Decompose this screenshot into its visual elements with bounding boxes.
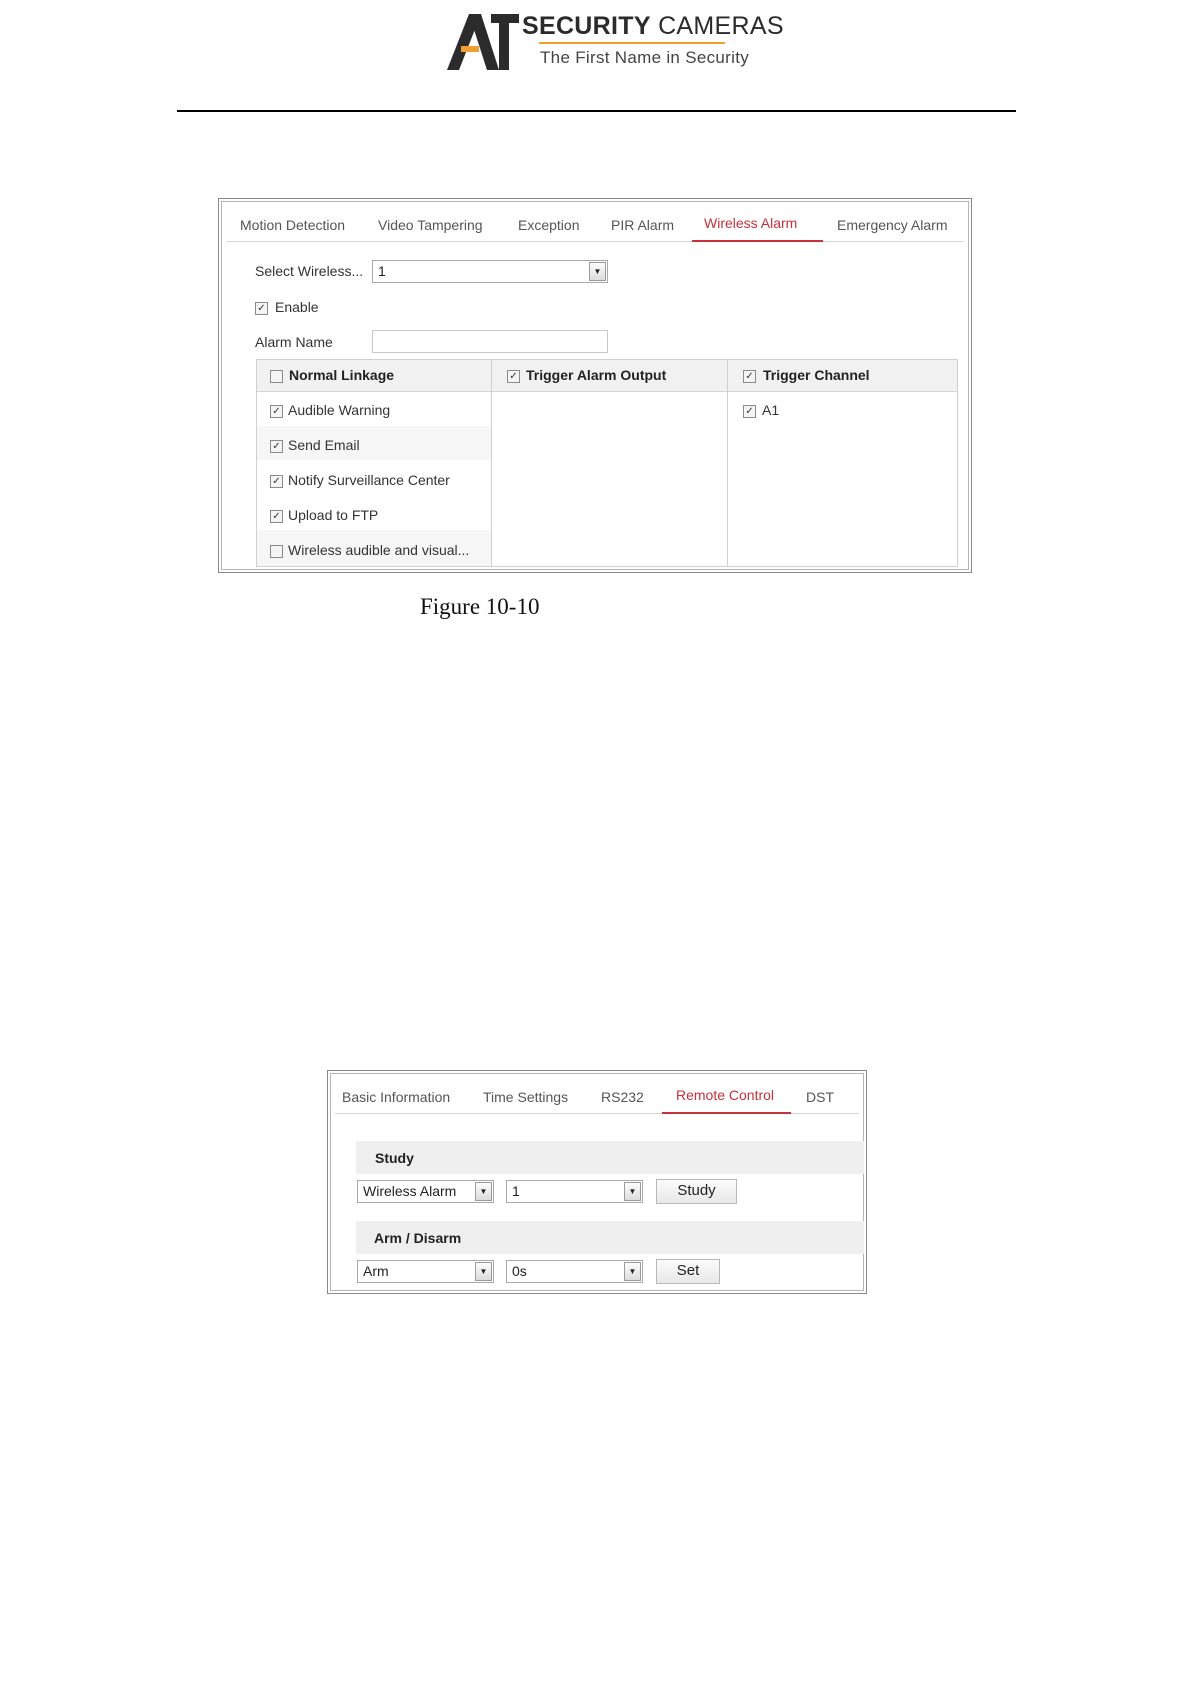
a1-logo-icon xyxy=(447,12,523,72)
column-divider xyxy=(491,360,492,566)
tab-remote-control[interactable]: Remote Control xyxy=(676,1087,775,1103)
tab-emergency-alarm[interactable]: Emergency Alarm xyxy=(837,217,948,233)
study-button[interactable]: Study xyxy=(656,1179,737,1204)
chevron-down-icon: ▼ xyxy=(624,1262,641,1281)
logo-accent-rule xyxy=(539,42,725,44)
study-heading: Study xyxy=(375,1150,414,1166)
arm-mode-dropdown[interactable]: Arm ▼ xyxy=(357,1260,494,1283)
trigger-alarm-output-header: Trigger Alarm Output xyxy=(526,367,667,383)
enable-label: Enable xyxy=(275,299,319,315)
set-button[interactable]: Set xyxy=(656,1259,720,1284)
tab-motion-detection[interactable]: Motion Detection xyxy=(240,217,346,233)
study-number-dropdown[interactable]: 1 ▼ xyxy=(506,1180,643,1203)
chevron-down-icon: ▼ xyxy=(475,1182,492,1201)
alarm-name-label: Alarm Name xyxy=(255,334,333,350)
list-item: Wireless audible and visual... xyxy=(288,542,470,558)
upload-to-ftp-checkbox[interactable]: ✓ xyxy=(270,510,283,523)
select-wireless-label: Select Wireless... xyxy=(255,263,364,279)
linkage-table xyxy=(256,359,958,567)
chevron-down-icon: ▼ xyxy=(475,1262,492,1281)
tab-divider xyxy=(226,241,964,242)
tab-wireless-alarm[interactable]: Wireless Alarm xyxy=(704,215,798,231)
chevron-down-icon: ▼ xyxy=(589,262,606,281)
trigger-channel-header: Trigger Channel xyxy=(763,367,870,383)
list-item: Notify Surveillance Center xyxy=(288,472,450,488)
study-section-header xyxy=(356,1141,864,1174)
figure-caption: Figure 10-10 xyxy=(420,594,540,619)
alarm-name-input[interactable] xyxy=(372,330,608,353)
trigger-channel-checkbox[interactable]: ✓ xyxy=(743,370,756,383)
channel-a1-checkbox[interactable]: ✓ xyxy=(743,405,756,418)
arm-delay-dropdown[interactable]: 0s ▼ xyxy=(506,1260,643,1283)
logo-title: SECURITY CAMERAS xyxy=(522,12,784,40)
list-item: Audible Warning xyxy=(288,402,391,418)
normal-linkage-header: Normal Linkage xyxy=(289,367,395,383)
select-wireless-dropdown[interactable]: 1 ▼ xyxy=(372,260,608,283)
normal-linkage-checkbox[interactable] xyxy=(270,370,283,383)
header-divider xyxy=(177,110,1016,112)
send-email-checkbox[interactable]: ✓ xyxy=(270,440,283,453)
active-tab-underline xyxy=(662,1112,791,1114)
tab-pir-alarm[interactable]: PIR Alarm xyxy=(611,217,675,233)
list-item: Upload to FTP xyxy=(288,507,379,523)
tab-rs232[interactable]: RS232 xyxy=(601,1089,644,1105)
wireless-alarm-panel xyxy=(218,198,972,573)
tab-video-tampering[interactable]: Video Tampering xyxy=(378,217,483,233)
study-type-dropdown[interactable]: Wireless Alarm ▼ xyxy=(357,1180,494,1203)
list-item: Send Email xyxy=(288,437,360,453)
tab-dst[interactable]: DST xyxy=(806,1089,834,1105)
active-tab-underline xyxy=(692,240,823,242)
chevron-down-icon: ▼ xyxy=(624,1182,641,1201)
tab-time-settings[interactable]: Time Settings xyxy=(483,1089,569,1105)
tab-basic-information[interactable]: Basic Information xyxy=(342,1089,451,1105)
audible-warning-checkbox[interactable]: ✓ xyxy=(270,405,283,418)
arm-disarm-heading: Arm / Disarm xyxy=(374,1230,462,1246)
trigger-alarm-output-checkbox[interactable]: ✓ xyxy=(507,370,520,383)
notify-surveillance-center-checkbox[interactable]: ✓ xyxy=(270,475,283,488)
list-item: A1 xyxy=(762,402,780,418)
wireless-audible-visual-checkbox[interactable] xyxy=(270,545,283,558)
logo-tagline: The First Name in Security xyxy=(540,48,750,67)
tab-exception[interactable]: Exception xyxy=(518,217,580,233)
enable-checkbox[interactable]: ✓ xyxy=(255,302,268,315)
remote-control-panel xyxy=(327,1070,867,1294)
column-divider xyxy=(727,360,728,566)
